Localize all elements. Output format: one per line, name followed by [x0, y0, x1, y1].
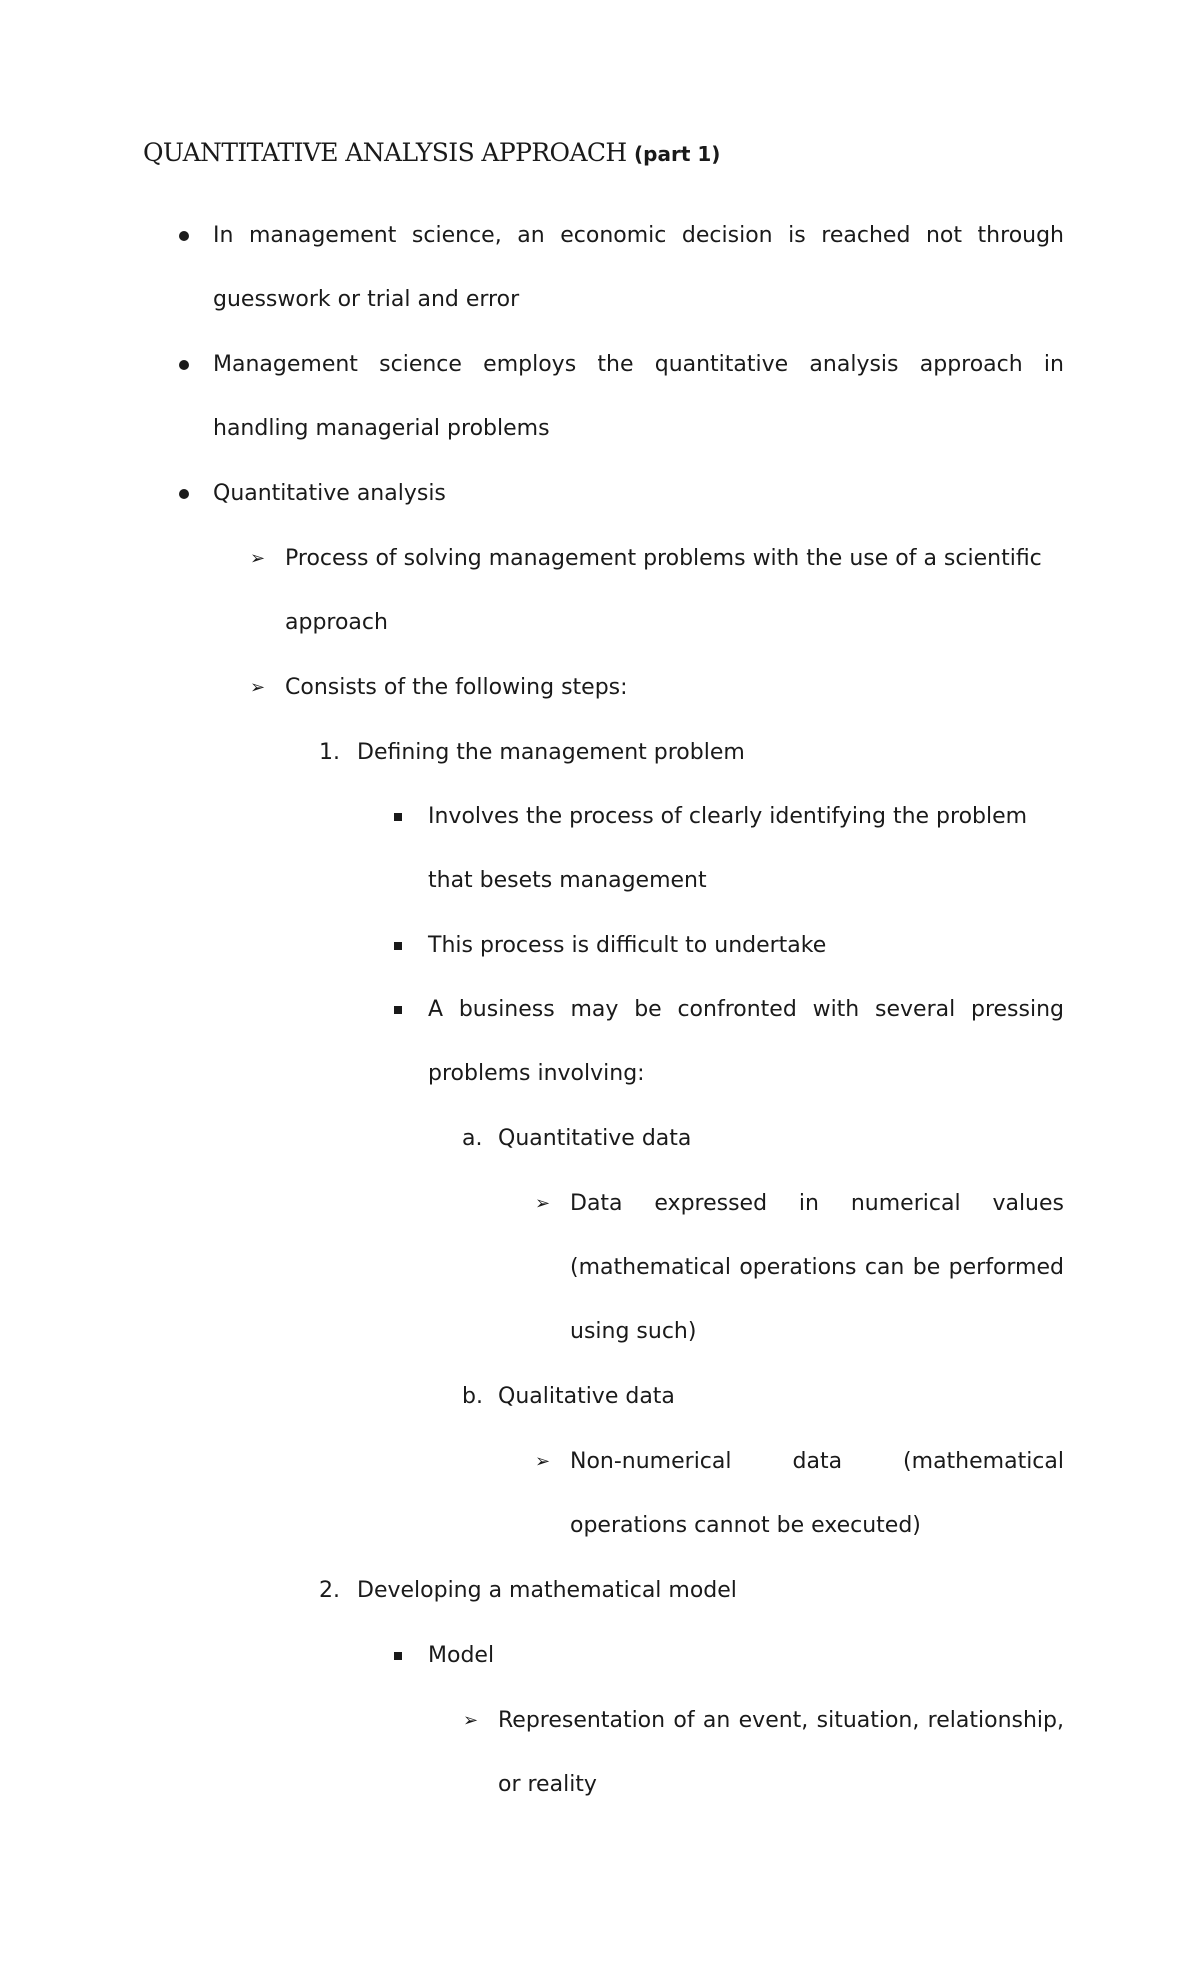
list-item	[428, 914, 1064, 978]
bullet-marker	[179, 231, 189, 241]
list-item	[319, 721, 1064, 785]
square-marker	[394, 942, 402, 950]
list-item	[250, 527, 1064, 655]
letter-marker: b.	[462, 1384, 483, 1409]
list-item	[319, 1559, 1064, 1623]
list-item-text: A business may be confronted with several pressing problems involving:	[428, 997, 1064, 1086]
title-main: QUANTITATIVE ANALYSIS APPROACH	[143, 138, 627, 167]
list-item-text: Representation of an event, situation, relationship, or reality	[498, 1708, 1064, 1797]
list-item	[428, 1624, 1064, 1688]
list-item	[463, 1689, 1064, 1817]
list-item	[428, 785, 1064, 913]
list-item	[213, 462, 1064, 526]
square-marker	[394, 813, 402, 821]
list-item-text: Management science employs the quantitative analysis approach in handling managerial problems	[213, 352, 1064, 441]
list-item	[250, 656, 1064, 720]
square-marker	[394, 1006, 402, 1014]
list-item-text: In management science, an economic decision is reached not through guesswork or trial and error	[213, 223, 1064, 312]
list-item-text: Quantitative analysis	[213, 481, 446, 506]
list-item-text: Non-numerical data (mathematical operations cannot be executed)	[570, 1449, 1064, 1538]
list-item-text: Qualitative data	[498, 1384, 675, 1409]
list-item	[428, 978, 1064, 1106]
arrow-marker: ➢	[535, 1193, 551, 1214]
list-item	[462, 1107, 1064, 1171]
arrow-marker: ➢	[250, 548, 266, 569]
bullet-marker	[179, 489, 189, 499]
list-item	[535, 1172, 1064, 1364]
arrow-marker: ➢	[250, 677, 266, 698]
list-item-text: Developing a mathematical model	[357, 1578, 737, 1603]
list-item-text: Involves the process of clearly identifying the problem that besets management	[428, 804, 1028, 893]
list-item-text: Data expressed in numerical values (mathematical operations can be performed using such)	[570, 1191, 1064, 1344]
letter-marker: a.	[462, 1126, 483, 1151]
list-item	[535, 1430, 1064, 1558]
list-item-text: Process of solving management problems with the use of a scientific approach	[285, 546, 1042, 635]
list-item	[213, 333, 1064, 461]
arrow-marker: ➢	[535, 1451, 551, 1472]
list-item-text: This process is difficult to undertake	[428, 933, 827, 958]
list-item-text: Defining the management problem	[357, 740, 745, 765]
list-item-text: Consists of the following steps:	[285, 675, 628, 700]
list-item	[462, 1365, 1064, 1429]
bullet-marker	[179, 360, 189, 370]
number-marker: 1.	[319, 740, 340, 765]
document-title	[143, 138, 720, 167]
list-item-text: Quantitative data	[498, 1126, 692, 1151]
list-item	[213, 204, 1064, 332]
list-item-text: Model	[428, 1643, 495, 1668]
title-part: (part 1)	[634, 142, 721, 166]
arrow-marker: ➢	[463, 1710, 479, 1731]
square-marker	[394, 1652, 402, 1660]
number-marker: 2.	[319, 1578, 340, 1603]
